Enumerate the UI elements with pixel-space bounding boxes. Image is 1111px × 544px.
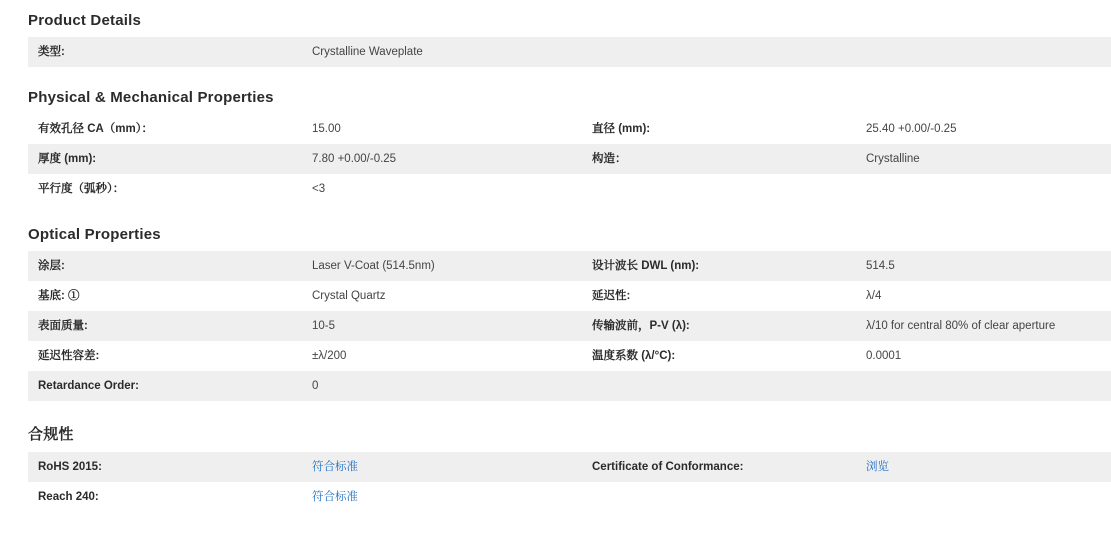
row-value <box>308 482 582 512</box>
row-value: Crystal Quartz <box>312 290 386 302</box>
row-label: 涂层: <box>38 260 65 272</box>
table-row <box>28 251 1111 281</box>
row-label: Reach 240: <box>38 491 99 503</box>
row-label: 表面质量: <box>38 320 88 332</box>
row-value-2 <box>862 482 1111 512</box>
row-label-2 <box>582 371 862 401</box>
row-label: 基底: ① <box>38 290 80 302</box>
row-value-2: λ/4 <box>866 290 882 302</box>
table-row <box>28 144 1111 174</box>
table-row <box>28 114 1111 144</box>
table-row <box>28 341 1111 371</box>
row-label-2 <box>582 37 862 67</box>
spec-table-physical-mechanical <box>28 114 1111 204</box>
row-value-2: λ/10 for central 80% of clear aperture <box>866 320 1056 332</box>
row-value: 0 <box>312 380 319 392</box>
spec-table-optical-properties <box>28 251 1111 401</box>
section-title-product-details: Product Details <box>28 12 142 29</box>
row-label: 有效孔径 CA（mm）： <box>38 123 154 135</box>
row-value-2 <box>862 37 1111 67</box>
row-value-2: 25.40 +0.00/-0.25 <box>866 123 957 135</box>
table-row <box>28 482 1111 512</box>
reach-compliance-link[interactable]: 符合标准 <box>312 491 358 503</box>
section-title-compliance: 合规性 <box>28 426 74 443</box>
table-row <box>28 37 1111 67</box>
row-value-2 <box>862 371 1111 401</box>
table-row <box>28 452 1111 482</box>
spec-table-compliance <box>28 452 1111 512</box>
table-row <box>28 311 1111 341</box>
row-label: Retardance Order: <box>38 380 139 392</box>
row-label: 厚度 (mm): <box>38 153 97 165</box>
row-label-2: 直径 (mm): <box>592 123 651 135</box>
table-row <box>28 174 1111 204</box>
spec-table-product-details <box>28 37 1111 67</box>
row-value: 10-5 <box>312 320 336 332</box>
row-value-2: Crystalline <box>866 153 920 165</box>
row-label-2: 构造： <box>592 153 627 165</box>
row-value: 15.00 <box>312 123 341 135</box>
spec-sheet <box>0 12 1111 512</box>
row-value-2: 514.5 <box>866 260 895 272</box>
section-spacer <box>0 67 1111 89</box>
row-value: ±λ/200 <box>312 350 347 362</box>
row-value: <3 <box>312 183 326 195</box>
row-label-2 <box>582 482 862 512</box>
row-value: Crystalline Waveplate <box>312 46 423 58</box>
table-row <box>28 371 1111 401</box>
row-value: 7.80 +0.00/-0.25 <box>312 153 397 165</box>
section-title-physical-mechanical: Physical & Mechanical Properties <box>28 89 274 106</box>
row-value: Laser V-Coat (514.5nm) <box>312 260 435 272</box>
row-label: 延迟性容差: <box>38 350 100 362</box>
row-label-2: 传输波前，P-V (λ): <box>592 320 690 332</box>
row-label-2 <box>582 174 862 204</box>
row-label-2: 设计波长 DWL (nm): <box>592 260 700 272</box>
row-value-2 <box>862 174 1111 204</box>
row-value-2 <box>862 452 1111 482</box>
section-title-optical-properties: Optical Properties <box>28 226 161 243</box>
row-label: RoHS 2015: <box>38 461 102 473</box>
row-label-2: 延迟性: <box>592 290 631 302</box>
row-label: 类型: <box>38 46 65 58</box>
section-spacer <box>0 204 1111 226</box>
row-label-2: 温度系数 (λ/°C): <box>592 350 676 362</box>
row-value <box>308 452 582 482</box>
rohs-compliance-link[interactable]: 符合标准 <box>312 461 358 473</box>
table-row <box>28 281 1111 311</box>
certificate-of-conformance-link[interactable]: 浏览 <box>866 461 889 473</box>
row-label: 平行度（弧秒）： <box>38 183 125 195</box>
row-value-2: 0.0001 <box>866 350 902 362</box>
section-spacer <box>0 401 1111 423</box>
row-label-2: Certificate of Conformance: <box>592 461 744 473</box>
